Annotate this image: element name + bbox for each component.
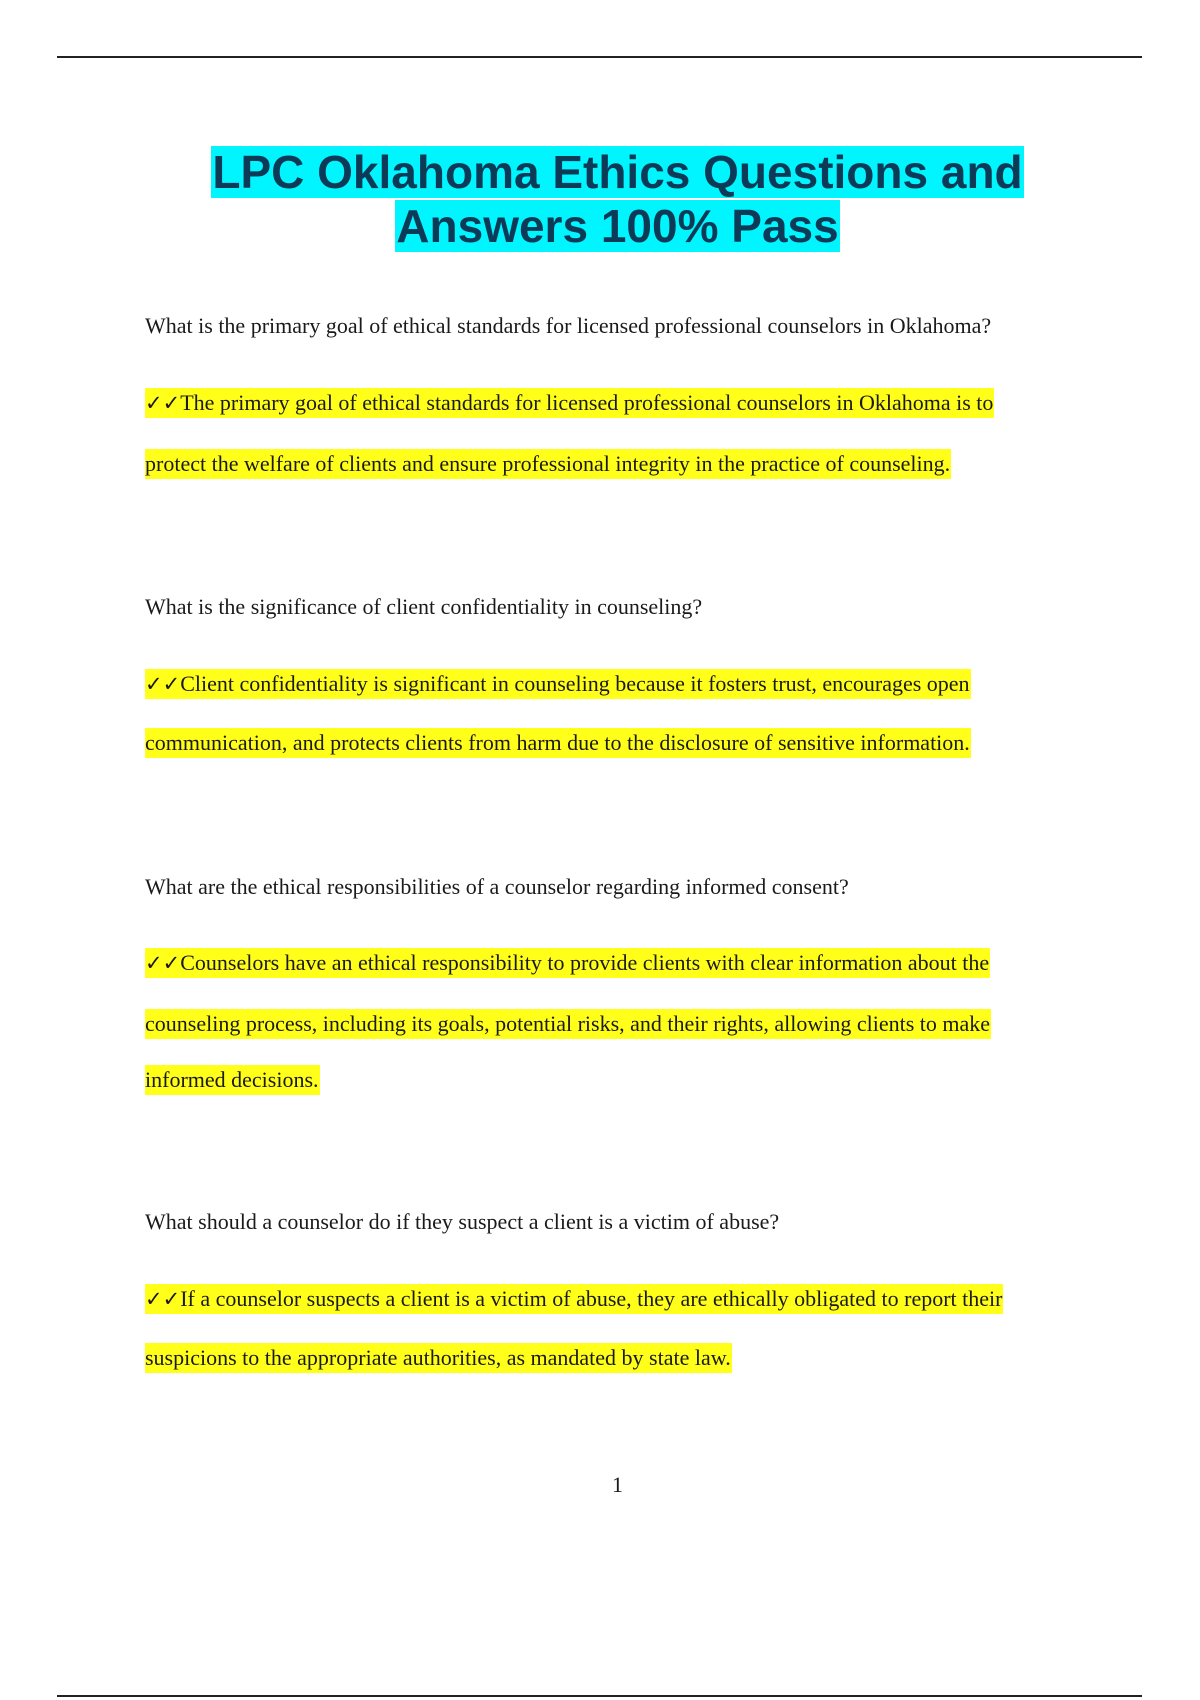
check-mark-icon: ✓✓ [145, 1287, 181, 1311]
answer-line: suspicions to the appropriate authorities, as mandated by state law. [145, 1345, 1105, 1371]
footer-rule [57, 1695, 1142, 1697]
title-line-2: Answers 100% Pass [396, 200, 839, 252]
answer-3 [145, 950, 1105, 1093]
answer-2 [145, 671, 1105, 756]
answer-4 [145, 1286, 1105, 1371]
answer-line: ✓✓If a counselor suspects a client is a victim of abuse, they are ethically obligated to report their [145, 1286, 1105, 1312]
answer-line: counseling process, including its goals, potential risks, and their rights, allowing clients to make [145, 1011, 1105, 1037]
check-mark-icon: ✓✓ [145, 391, 181, 415]
answer-1 [145, 390, 1105, 477]
question-1: What is the primary goal of ethical standards for licensed professional counselors in Oklahoma? [145, 313, 992, 338]
question-4: What should a counselor do if they suspect a client is a victim of abuse? [145, 1209, 780, 1234]
answer-line: protect the welfare of clients and ensure professional integrity in the practice of counseling. [145, 451, 1105, 477]
answer-line: ✓✓The primary goal of ethical standards for licensed professional counselors in Oklahoma is to [145, 390, 1105, 416]
check-mark-icon: ✓✓ [145, 951, 181, 975]
header-rule [57, 56, 1142, 58]
title-line-1: LPC Oklahoma Ethics Questions and [212, 146, 1023, 198]
question-2: What is the significance of client confidentiality in counseling? [145, 594, 703, 619]
page-number: 1 [612, 1472, 623, 1497]
answer-line: ✓✓Counselors have an ethical responsibility to provide clients with clear information about the [145, 950, 1105, 976]
check-mark-icon: ✓✓ [145, 672, 181, 696]
answer-line: ✓✓Client confidentiality is significant in counseling because it fosters trust, encourages open [145, 671, 1105, 697]
question-3: What are the ethical responsibilities of a counselor regarding informed consent? [145, 874, 849, 899]
answer-line: informed decisions. [145, 1067, 1105, 1093]
document-title [0, 145, 1200, 253]
answer-line: communication, and protects clients from harm due to the disclosure of sensitive information. [145, 730, 1105, 756]
